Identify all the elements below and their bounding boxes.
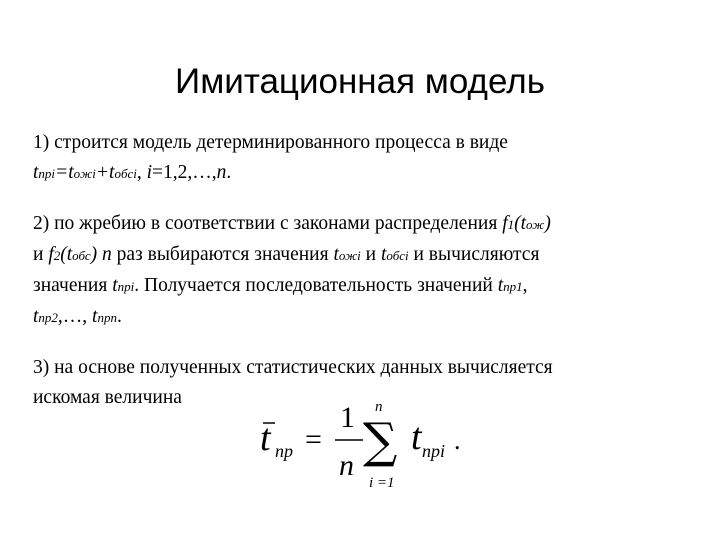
p2-a5: ож xyxy=(526,217,545,232)
sum-upper-limit: n xyxy=(375,399,383,415)
p2-b5: обс xyxy=(72,248,91,263)
mean-formula xyxy=(255,395,475,495)
formula-dot: . xyxy=(454,426,461,455)
p2-b14: и вычисляются xyxy=(408,244,540,265)
p2-line-3 xyxy=(33,271,693,302)
paragraph-1 xyxy=(33,128,693,189)
p3-line-2: искомая величина xyxy=(33,387,182,408)
sum-sign: ∑ xyxy=(363,413,398,469)
p1-f-range: =1,2,…, xyxy=(152,162,217,183)
p2-line-1 xyxy=(33,209,693,240)
formula-eq: = xyxy=(305,423,322,456)
p2-b12: t xyxy=(380,244,387,265)
p2-c5: t xyxy=(497,275,504,296)
p2-a1: 2) по жребию в соответствии с законами распределения xyxy=(33,213,503,234)
p1-f-s2: oжi xyxy=(73,166,96,181)
p3-line-1: 3) на основе полученных статистических данных вычисляется xyxy=(33,357,553,378)
p1-f-i: i xyxy=(146,162,153,183)
p2-b1: и xyxy=(33,244,49,265)
p1-f-s3: oбci xyxy=(114,166,137,181)
p2-b7: n xyxy=(102,244,112,265)
p2-d4: t xyxy=(92,306,98,327)
formula-t2-sub: npi xyxy=(422,441,446,461)
p2-c6: np1 xyxy=(503,279,523,294)
p2-a6: ) xyxy=(544,213,551,234)
p2-b6: ) xyxy=(90,244,102,265)
p2-line-2 xyxy=(33,240,693,271)
formula-t-sub: np xyxy=(275,441,293,461)
p1-f-sep: , xyxy=(136,162,147,183)
p1-f-end: . xyxy=(226,162,232,183)
p2-b4: (t xyxy=(60,244,73,265)
formula-t2: t xyxy=(411,416,422,458)
p2-a4: (t xyxy=(514,213,527,234)
p2-b2: f xyxy=(48,244,54,265)
p2-c7: , xyxy=(522,275,528,296)
p2-c3: npi xyxy=(117,279,135,294)
p2-d3: ,…, xyxy=(57,306,93,327)
p2-line-4 xyxy=(33,302,693,333)
p2-b10: ожi xyxy=(338,248,361,263)
p1-line-1: 1) строится модель детерминированного процесса в виде xyxy=(33,132,508,153)
sum-lower-limit: i =1 xyxy=(369,475,395,491)
p2-c2: t xyxy=(112,275,118,296)
p1-f-t3: t xyxy=(109,162,115,183)
p1-f-n: n xyxy=(216,162,227,183)
slide-body xyxy=(33,128,693,413)
paragraph-2 xyxy=(33,209,693,333)
p1-f-t2: t xyxy=(68,162,74,183)
p2-d2: np2 xyxy=(38,310,58,325)
formula-denominator: n xyxy=(339,449,354,482)
p2-b13: обci xyxy=(386,248,409,263)
slide-title: Имитационная модель xyxy=(175,62,545,101)
formula-t: t xyxy=(260,417,271,459)
p2-b11: и xyxy=(360,244,381,265)
p2-d6: . xyxy=(116,306,122,327)
p2-c1: значения xyxy=(33,275,113,296)
p2-b3: 2 xyxy=(53,248,61,263)
formula-numerator: 1 xyxy=(340,401,355,434)
p2-c4: . Получается последовательность значений xyxy=(134,275,498,296)
p2-b9: t xyxy=(333,244,339,265)
p1-f-eq: = xyxy=(55,162,69,183)
p2-b8: раз выбираются значения xyxy=(111,244,334,265)
p2-a2: f xyxy=(502,213,508,234)
p1-f-s1: npi xyxy=(38,166,56,181)
p2-d1: t xyxy=(33,306,39,327)
p2-d5: npn xyxy=(97,310,117,325)
p1-f-t1: t xyxy=(33,162,39,183)
p1-f-plus: + xyxy=(95,162,110,183)
p1-formula-line xyxy=(33,158,693,189)
p2-a3: 1 xyxy=(507,217,515,232)
mean-formula-svg xyxy=(255,395,475,495)
